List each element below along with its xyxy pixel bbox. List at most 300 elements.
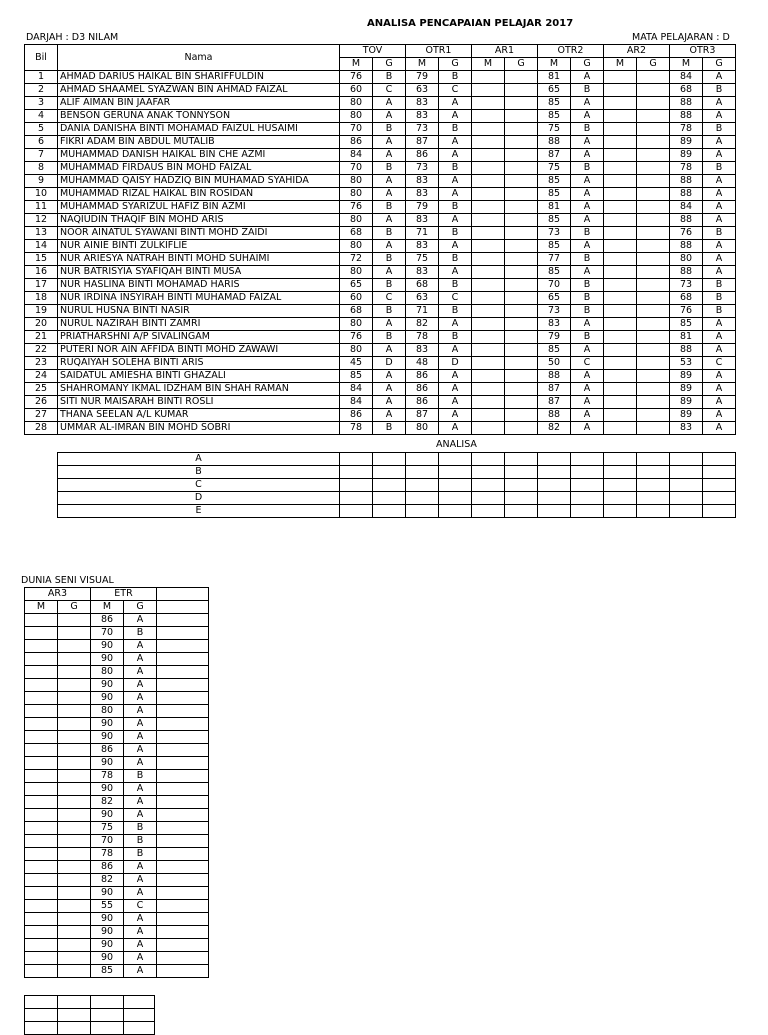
student-name: NUR HASLINA BINTI MOHAMAD HARIS bbox=[58, 279, 340, 292]
mark-cell: 81 bbox=[538, 71, 571, 84]
student-row bbox=[25, 913, 209, 926]
mark-cell bbox=[25, 614, 58, 627]
student-name: SITI NUR MAISARAH BINTI ROSLI bbox=[58, 396, 340, 409]
mark-cell: 83 bbox=[670, 422, 703, 435]
empty-cell bbox=[157, 952, 209, 965]
student-row bbox=[25, 71, 736, 84]
mark-cell: 80 bbox=[340, 318, 373, 331]
grade-cell: A bbox=[124, 666, 157, 679]
mark-cell bbox=[604, 240, 637, 253]
grade-label: E bbox=[58, 505, 340, 518]
mark-cell bbox=[604, 253, 637, 266]
grade-cell: A bbox=[571, 318, 604, 331]
student-name: ALIF AIMAN BIN JAAFAR bbox=[58, 97, 340, 110]
mark-cell bbox=[472, 71, 505, 84]
mark-cell: 70 bbox=[340, 162, 373, 175]
mark-cell: 85 bbox=[538, 214, 571, 227]
count-cell bbox=[637, 453, 670, 466]
grade-cell bbox=[58, 653, 91, 666]
col-group-header: OTR2 bbox=[538, 45, 604, 58]
mark-cell: 89 bbox=[670, 409, 703, 422]
grade-cell: B bbox=[703, 162, 736, 175]
mark-cell bbox=[604, 175, 637, 188]
student-row bbox=[25, 344, 736, 357]
col-header-m: M bbox=[670, 58, 703, 71]
mark-cell: 88 bbox=[670, 214, 703, 227]
mark-cell: 78 bbox=[91, 848, 124, 861]
empty-cell bbox=[157, 926, 209, 939]
grade-cell: C bbox=[571, 357, 604, 370]
mark-cell: 90 bbox=[91, 692, 124, 705]
grade-cell bbox=[505, 227, 538, 240]
mark-cell bbox=[25, 666, 58, 679]
mark-cell: 76 bbox=[340, 201, 373, 214]
mark-cell: 89 bbox=[670, 136, 703, 149]
grade-cell bbox=[58, 835, 91, 848]
mark-cell: 80 bbox=[670, 253, 703, 266]
grade-cell bbox=[637, 331, 670, 344]
count-cell bbox=[439, 505, 472, 518]
grade-cell bbox=[58, 705, 91, 718]
student-number: 27 bbox=[25, 409, 58, 422]
grade-cell bbox=[505, 370, 538, 383]
empty-cell bbox=[157, 809, 209, 822]
student-name: NUR BATRISYIA SYAFIQAH BINTI MUSA bbox=[58, 266, 340, 279]
mark-cell: 75 bbox=[91, 822, 124, 835]
mark-cell bbox=[604, 214, 637, 227]
empty-cell bbox=[157, 588, 209, 601]
mark-cell: 77 bbox=[538, 253, 571, 266]
mark-cell bbox=[604, 318, 637, 331]
grade-cell bbox=[58, 679, 91, 692]
student-row bbox=[25, 900, 209, 913]
student-name: MUHAMMAD DANISH HAIKAL BIN CHE AZMI bbox=[58, 149, 340, 162]
student-name: FIKRI ADAM BIN ABDUL MUTALIB bbox=[58, 136, 340, 149]
count-cell bbox=[571, 479, 604, 492]
col-group-header: AR2 bbox=[604, 45, 670, 58]
student-row bbox=[25, 809, 209, 822]
grade-cell bbox=[505, 383, 538, 396]
grade-cell: A bbox=[373, 214, 406, 227]
grade-cell: A bbox=[373, 188, 406, 201]
mark-cell bbox=[472, 344, 505, 357]
mark-cell: 85 bbox=[538, 344, 571, 357]
count-cell bbox=[340, 466, 373, 479]
mark-cell bbox=[25, 861, 58, 874]
mark-cell: 86 bbox=[340, 409, 373, 422]
mark-cell: 80 bbox=[340, 188, 373, 201]
grade-cell bbox=[505, 396, 538, 409]
grade-cell bbox=[58, 848, 91, 861]
student-name: AHMAD SHAAMEL SYAZWAN BIN AHMAD FAIZAL bbox=[58, 84, 340, 97]
count-cell bbox=[670, 492, 703, 505]
grade-cell bbox=[58, 718, 91, 731]
count-cell bbox=[58, 1009, 91, 1022]
grade-cell: A bbox=[124, 965, 157, 978]
count-cell bbox=[439, 466, 472, 479]
mark-cell bbox=[604, 279, 637, 292]
mark-cell: 73 bbox=[670, 279, 703, 292]
mark-cell bbox=[472, 292, 505, 305]
grade-cell bbox=[637, 149, 670, 162]
grade-cell bbox=[637, 136, 670, 149]
mark-cell bbox=[25, 900, 58, 913]
grade-cell bbox=[637, 188, 670, 201]
empty-cell bbox=[157, 627, 209, 640]
empty-cell bbox=[157, 965, 209, 978]
empty-cell bbox=[157, 653, 209, 666]
grade-cell bbox=[505, 136, 538, 149]
grade-cell: A bbox=[571, 409, 604, 422]
mark-cell: 68 bbox=[340, 227, 373, 240]
student-row bbox=[25, 614, 209, 627]
student-name: THANA SEELAN A/L KUMAR bbox=[58, 409, 340, 422]
grade-cell: A bbox=[571, 344, 604, 357]
mark-cell: 87 bbox=[538, 383, 571, 396]
empty-cell bbox=[157, 614, 209, 627]
empty-cell bbox=[157, 757, 209, 770]
mark-cell bbox=[25, 718, 58, 731]
mark-cell: 88 bbox=[670, 188, 703, 201]
grade-cell: A bbox=[703, 331, 736, 344]
grade-cell: A bbox=[571, 188, 604, 201]
grade-cell: A bbox=[571, 136, 604, 149]
student-number: 1 bbox=[25, 71, 58, 84]
grade-cell bbox=[637, 409, 670, 422]
mark-cell bbox=[472, 279, 505, 292]
mark-cell: 76 bbox=[670, 305, 703, 318]
mark-cell bbox=[472, 136, 505, 149]
count-cell bbox=[439, 492, 472, 505]
student-row bbox=[25, 396, 736, 409]
grade-cell: A bbox=[703, 422, 736, 435]
count-cell bbox=[373, 505, 406, 518]
grade-cell bbox=[58, 796, 91, 809]
grade-cell: B bbox=[124, 627, 157, 640]
grade-cell: A bbox=[439, 214, 472, 227]
col-group-header: AR3 bbox=[25, 588, 91, 601]
student-number: 4 bbox=[25, 110, 58, 123]
student-row bbox=[25, 305, 736, 318]
mark-cell bbox=[472, 318, 505, 331]
mark-cell: 88 bbox=[670, 266, 703, 279]
grade-cell: A bbox=[703, 136, 736, 149]
grade-cell: B bbox=[124, 835, 157, 848]
grade-cell bbox=[58, 640, 91, 653]
grade-cell: B bbox=[571, 292, 604, 305]
student-name: NURUL NAZIRAH BINTI ZAMRI bbox=[58, 318, 340, 331]
mark-cell: 45 bbox=[340, 357, 373, 370]
grade-cell: B bbox=[439, 201, 472, 214]
grade-cell bbox=[637, 370, 670, 383]
mark-cell: 85 bbox=[91, 965, 124, 978]
mark-cell bbox=[472, 396, 505, 409]
grade-cell: A bbox=[124, 692, 157, 705]
grade-cell bbox=[58, 614, 91, 627]
grade-cell: B bbox=[373, 422, 406, 435]
mark-cell: 87 bbox=[406, 136, 439, 149]
grade-cell: B bbox=[439, 71, 472, 84]
subject-label: MATA PELAJARAN : D bbox=[632, 32, 730, 43]
grade-cell bbox=[58, 861, 91, 874]
mark-cell: 80 bbox=[91, 705, 124, 718]
student-name: BENSON GERUNA ANAK TONNYSON bbox=[58, 110, 340, 123]
count-cell bbox=[670, 466, 703, 479]
grade-cell: A bbox=[571, 266, 604, 279]
grade-cell bbox=[505, 84, 538, 97]
grade-cell: A bbox=[439, 409, 472, 422]
grade-cell: A bbox=[703, 175, 736, 188]
grade-cell: A bbox=[124, 718, 157, 731]
grade-cell bbox=[637, 422, 670, 435]
mark-cell: 88 bbox=[538, 370, 571, 383]
student-number: 22 bbox=[25, 344, 58, 357]
mark-cell bbox=[472, 201, 505, 214]
subject-continued: DUNIA SENI VISUAL bbox=[21, 575, 114, 586]
mark-cell: 86 bbox=[406, 383, 439, 396]
grade-cell: D bbox=[439, 357, 472, 370]
grade-cell bbox=[58, 874, 91, 887]
col-header-m: M bbox=[25, 601, 58, 614]
grade-cell bbox=[505, 240, 538, 253]
student-number: 17 bbox=[25, 279, 58, 292]
grade-cell: A bbox=[439, 175, 472, 188]
count-cell bbox=[703, 479, 736, 492]
count-cell bbox=[25, 1009, 58, 1022]
mark-cell: 82 bbox=[406, 318, 439, 331]
mark-cell: 73 bbox=[406, 162, 439, 175]
grade-cell: A bbox=[124, 874, 157, 887]
student-name: MUHAMMAD QAISY HADZIQ BIN MUHAMAD SYAHIDA bbox=[58, 175, 340, 188]
student-row bbox=[25, 939, 209, 952]
grade-cell: A bbox=[439, 149, 472, 162]
grade-cell: A bbox=[124, 861, 157, 874]
count-cell bbox=[340, 453, 373, 466]
empty-cell bbox=[157, 913, 209, 926]
col-header-g: G bbox=[703, 58, 736, 71]
col-header-g: G bbox=[571, 58, 604, 71]
grade-cell: A bbox=[124, 614, 157, 627]
grade-cell bbox=[637, 97, 670, 110]
grade-cell: A bbox=[373, 396, 406, 409]
count-cell bbox=[538, 466, 571, 479]
grade-cell: A bbox=[373, 409, 406, 422]
mark-cell: 84 bbox=[670, 201, 703, 214]
grade-cell: A bbox=[571, 422, 604, 435]
mark-cell bbox=[25, 848, 58, 861]
grade-cell: B bbox=[373, 331, 406, 344]
grade-cell: A bbox=[571, 214, 604, 227]
grade-cell: A bbox=[703, 214, 736, 227]
grade-cell: C bbox=[439, 84, 472, 97]
grade-cell bbox=[58, 692, 91, 705]
grade-cell bbox=[58, 809, 91, 822]
empty-cell bbox=[157, 679, 209, 692]
empty-cell bbox=[157, 822, 209, 835]
analisa-row bbox=[25, 1022, 155, 1035]
grade-cell: B bbox=[439, 253, 472, 266]
col-group-header: OTR1 bbox=[406, 45, 472, 58]
student-number: 9 bbox=[25, 175, 58, 188]
grade-cell: B bbox=[373, 279, 406, 292]
col-group-header: TOV bbox=[340, 45, 406, 58]
grade-cell: A bbox=[439, 383, 472, 396]
mark-cell: 70 bbox=[91, 627, 124, 640]
grade-cell: A bbox=[124, 939, 157, 952]
grade-cell: A bbox=[124, 952, 157, 965]
count-cell bbox=[406, 505, 439, 518]
grade-cell bbox=[58, 939, 91, 952]
mark-cell: 83 bbox=[406, 240, 439, 253]
mark-cell: 50 bbox=[538, 357, 571, 370]
mark-cell bbox=[472, 214, 505, 227]
col-header-m: M bbox=[340, 58, 373, 71]
student-row bbox=[25, 718, 209, 731]
student-row bbox=[25, 201, 736, 214]
grade-cell: B bbox=[439, 227, 472, 240]
student-row bbox=[25, 796, 209, 809]
grade-cell: C bbox=[439, 292, 472, 305]
mark-cell: 68 bbox=[670, 84, 703, 97]
mark-cell bbox=[25, 822, 58, 835]
mark-cell bbox=[604, 305, 637, 318]
student-row bbox=[25, 692, 209, 705]
mark-cell: 82 bbox=[91, 874, 124, 887]
student-name: UMMAR AL-IMRAN BIN MOHD SOBRI bbox=[58, 422, 340, 435]
count-cell bbox=[703, 492, 736, 505]
student-row bbox=[25, 370, 736, 383]
count-cell bbox=[406, 453, 439, 466]
grade-cell: A bbox=[373, 175, 406, 188]
mark-cell: 71 bbox=[406, 305, 439, 318]
empty-cell bbox=[157, 770, 209, 783]
student-name: RUQAIYAH SOLEHA BINTI ARIS bbox=[58, 357, 340, 370]
grade-cell bbox=[637, 344, 670, 357]
count-cell bbox=[373, 466, 406, 479]
mark-cell: 55 bbox=[91, 900, 124, 913]
grade-cell: A bbox=[703, 409, 736, 422]
grade-cell bbox=[505, 214, 538, 227]
student-name: PRIATHARSHNI A/P SIVALINGAM bbox=[58, 331, 340, 344]
empty-cell bbox=[157, 783, 209, 796]
grade-cell: A bbox=[571, 396, 604, 409]
mark-cell bbox=[25, 835, 58, 848]
student-row bbox=[25, 175, 736, 188]
analisa-row bbox=[25, 1009, 155, 1022]
mark-cell bbox=[25, 796, 58, 809]
mark-cell bbox=[472, 84, 505, 97]
mark-cell: 85 bbox=[670, 318, 703, 331]
count-cell bbox=[670, 505, 703, 518]
mark-cell: 90 bbox=[91, 679, 124, 692]
empty-cell bbox=[157, 731, 209, 744]
mark-cell: 63 bbox=[406, 84, 439, 97]
grade-cell bbox=[505, 188, 538, 201]
count-cell bbox=[637, 466, 670, 479]
mark-cell bbox=[604, 188, 637, 201]
mark-cell: 83 bbox=[538, 318, 571, 331]
grade-cell: B bbox=[124, 848, 157, 861]
mark-cell bbox=[604, 370, 637, 383]
grade-cell: B bbox=[439, 331, 472, 344]
mark-cell: 86 bbox=[406, 370, 439, 383]
mark-cell: 70 bbox=[340, 123, 373, 136]
student-row bbox=[25, 279, 736, 292]
grade-cell bbox=[505, 344, 538, 357]
grade-cell: A bbox=[439, 97, 472, 110]
grade-cell bbox=[58, 952, 91, 965]
grade-cell: B bbox=[703, 292, 736, 305]
mark-cell: 75 bbox=[538, 162, 571, 175]
grade-cell: A bbox=[439, 136, 472, 149]
student-name: MUHAMMAD RIZAL HAIKAL BIN ROSIDAN bbox=[58, 188, 340, 201]
student-row bbox=[25, 926, 209, 939]
count-cell bbox=[538, 453, 571, 466]
mark-cell: 84 bbox=[670, 71, 703, 84]
analisa-row bbox=[58, 479, 736, 492]
student-row bbox=[25, 848, 209, 861]
mark-cell: 80 bbox=[340, 214, 373, 227]
count-cell bbox=[604, 505, 637, 518]
mark-cell bbox=[472, 175, 505, 188]
grade-cell bbox=[505, 97, 538, 110]
grade-cell: A bbox=[703, 110, 736, 123]
grade-cell: B bbox=[703, 305, 736, 318]
grade-cell: A bbox=[124, 731, 157, 744]
grade-cell bbox=[637, 266, 670, 279]
mark-cell: 89 bbox=[670, 370, 703, 383]
mark-cell: 83 bbox=[406, 188, 439, 201]
count-cell bbox=[604, 453, 637, 466]
grade-cell bbox=[505, 331, 538, 344]
mark-cell: 73 bbox=[538, 305, 571, 318]
count-cell bbox=[25, 1022, 58, 1035]
count-cell bbox=[124, 1022, 155, 1035]
mark-cell bbox=[472, 253, 505, 266]
analisa-row bbox=[25, 996, 155, 1009]
grade-cell bbox=[637, 305, 670, 318]
mark-cell: 90 bbox=[91, 783, 124, 796]
grade-cell: A bbox=[373, 149, 406, 162]
count-cell bbox=[439, 453, 472, 466]
mark-cell: 88 bbox=[670, 97, 703, 110]
student-number: 23 bbox=[25, 357, 58, 370]
student-row bbox=[25, 770, 209, 783]
grade-cell bbox=[58, 731, 91, 744]
grade-cell: B bbox=[373, 201, 406, 214]
grade-cell: B bbox=[571, 331, 604, 344]
grade-cell bbox=[58, 666, 91, 679]
col-header-m: M bbox=[538, 58, 571, 71]
grade-cell: A bbox=[439, 422, 472, 435]
student-number: 2 bbox=[25, 84, 58, 97]
count-cell bbox=[637, 479, 670, 492]
grade-cell: A bbox=[571, 240, 604, 253]
grade-cell: A bbox=[124, 926, 157, 939]
mark-cell bbox=[25, 770, 58, 783]
mark-cell: 90 bbox=[91, 718, 124, 731]
grade-cell bbox=[637, 383, 670, 396]
count-cell bbox=[505, 466, 538, 479]
student-row bbox=[25, 757, 209, 770]
mark-cell: 87 bbox=[538, 149, 571, 162]
empty-cell bbox=[157, 939, 209, 952]
count-cell bbox=[703, 505, 736, 518]
mark-cell bbox=[472, 357, 505, 370]
grade-cell: A bbox=[703, 370, 736, 383]
mark-cell bbox=[472, 383, 505, 396]
grade-cell bbox=[505, 149, 538, 162]
